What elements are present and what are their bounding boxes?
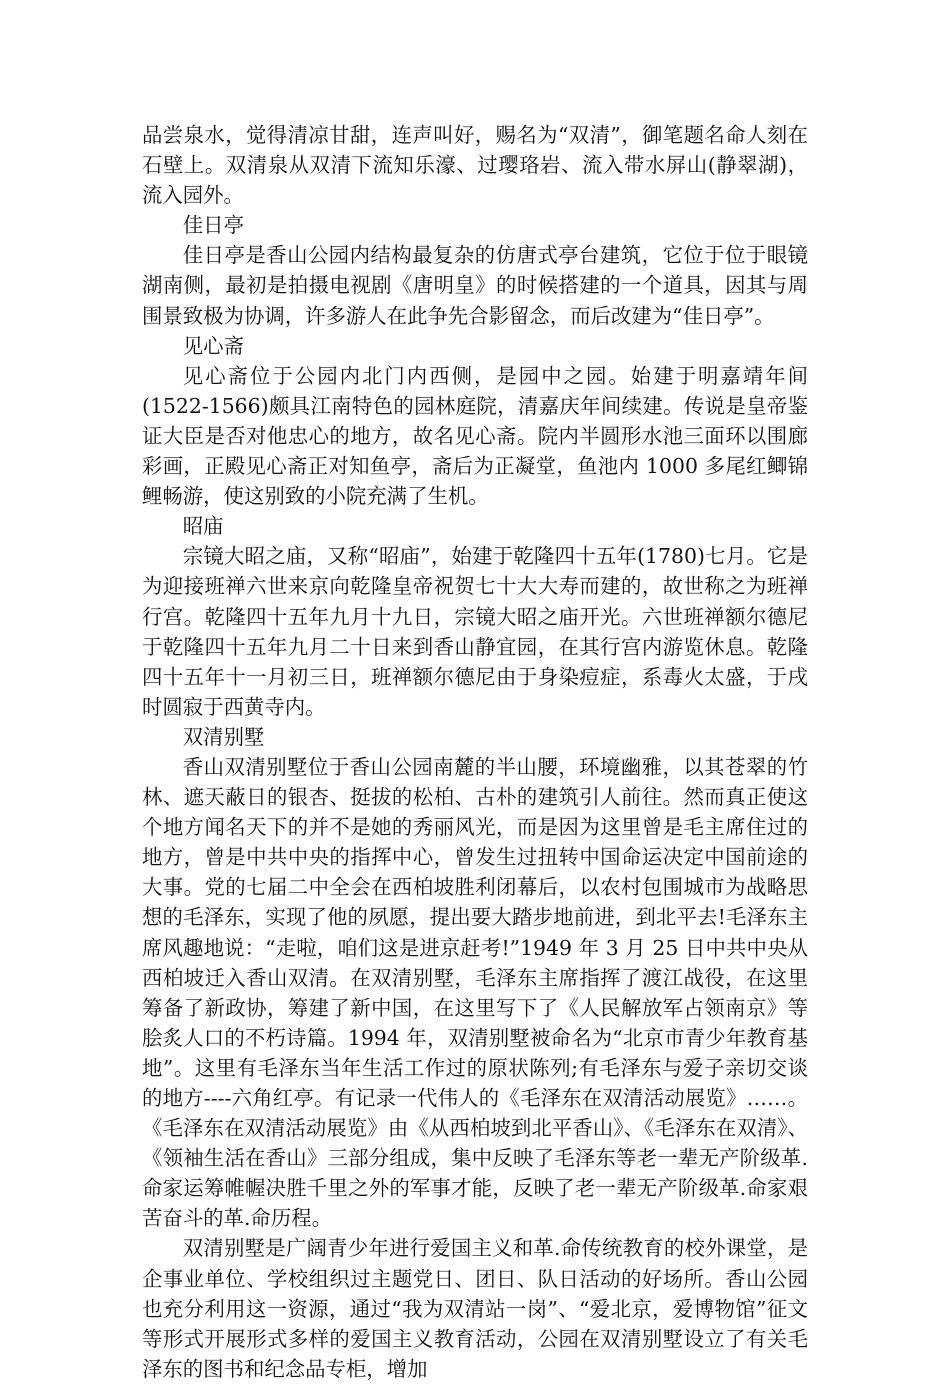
heading-jianxin-studio: 见心斋 — [182, 333, 244, 358]
paragraph-shuangqing-spring: 品尝泉水，觉得清凉甘甜，连声叫好，赐名为“双清”，御笔题名命人刻在石壁上。双清泉从双清下流知乐濠、过璎珞岩、流入带水屏山(静翠湖)，流入园外。 — [142, 123, 808, 208]
paragraph-jianxin-studio: 见心斋位于公园内北门内西侧，是园中之园。始建于明嘉靖年间(1522-1566)颇具江南特色的园林庭院，清嘉庆年间续建。传说是皇帝鉴证大臣是否对他忠心的地方，故名见心斋。院内半圆形水池三面环以围廊彩画，正殿见心斋正对知鱼亭，斋后为正凝堂，鱼池内 1000 多尾红鲫锦鲤畅游，使这别致的小院充满了生机。 — [142, 363, 808, 509]
heading-zhao-temple: 昭庙 — [182, 514, 224, 539]
heading-shuangqing-villa: 双清别墅 — [182, 724, 265, 749]
heading-jiarit-pavilion: 佳日亭 — [182, 213, 244, 238]
document-body — [142, 120, 808, 1384]
paragraph-jiarit-pavilion: 佳日亭是香山公园内结构最复杂的仿唐式亭台建筑，它位于位于眼镜湖南侧，最初是拍摄电视剧《唐明皇》的时候搭建的一个道具，因其与周围景致极为协调，许多游人在此争先合影留念，而后改建为“佳日亭”。 — [142, 243, 808, 328]
paragraph-shuangqing-villa: 香山双清别墅位于香山公园南麓的半山腰，环境幽雅，以其苍翠的竹林、遮天蔽日的银杏、挺拔的松柏、古朴的建筑引人前往。然而真正使这个地方闻名天下的并不是她的秀丽风光，而是因为这里曾是毛主席住过的地方，曾是中共中央的指挥中心，曾发生过扭转中国命运决定中国前途的大事。党的七届二中全会在西柏坡胜利闭幕后，以农村包围城市为战略思想的毛泽东，实现了他的夙愿，提出要大踏步地前进，到北平去!毛泽东主席风趣地说：“走啦，咱们这是进京赶考!”1949 年 3 月 25 日中共中央从西柏坡迁入香山双清。在双清别墅，毛泽东主席指挥了渡江战役，在这里筹备了新政协，筹建了新中国，在这里写下了《人民解放军占领南京》等脍炙人口的不朽诗篇。1994 年，双清别墅被命名为“北京市青少年教育基地”。这里有毛泽东当年生活工作过的原状陈列;有毛泽东与爱子亲切交谈的地方----六角红亭。有记录一代伟人的《毛泽东在双清活动展览》……。《毛泽东在双清活动展览》由《从西柏坡到北平香山》、《毛泽东在双清》、《领袖生活在香山》三部分组成，集中反映了毛泽东等老一辈无产阶级革.命家运筹帷幄决胜千里之外的军事才能，反映了老一辈无产阶级革.命家艰苦奋斗的革.命历程。 — [142, 754, 808, 1231]
paragraph-shuangqing-villa-education: 双清别墅是广阔青少年进行爱国主义和革.命传统教育的校外课堂，是企事业单位、学校组织过主题党日、团日、队日活动的好场所。香山公园也充分利用这一资源，通过“我为双清站一岗”、“爱北京，爱博物馆”征文等形式开展形式多样的爱国主义教育活动，公园在双清别墅设立了有关毛泽东的图书和纪念品专柜，增加 — [142, 1236, 808, 1381]
paragraph-zhao-temple: 宗镜大昭之庙，又称“昭庙”，始建于乾隆四十五年(1780)七月。它是为迎接班禅六世来京向乾隆皇帝祝贺七十大大寿而建的，故世称之为班禅行宫。乾隆四十五年九月十九日，宗镜大昭之庙开光。六世班禅额尔德尼于乾隆四十五年九月二十日来到香山静宜园，在其行宫内游览休息。乾隆四十五年十一月初三日，班禅额尔德尼由于身染痘症，系毒火太盛，于戌时圆寂于西黄寺内。 — [142, 544, 808, 719]
